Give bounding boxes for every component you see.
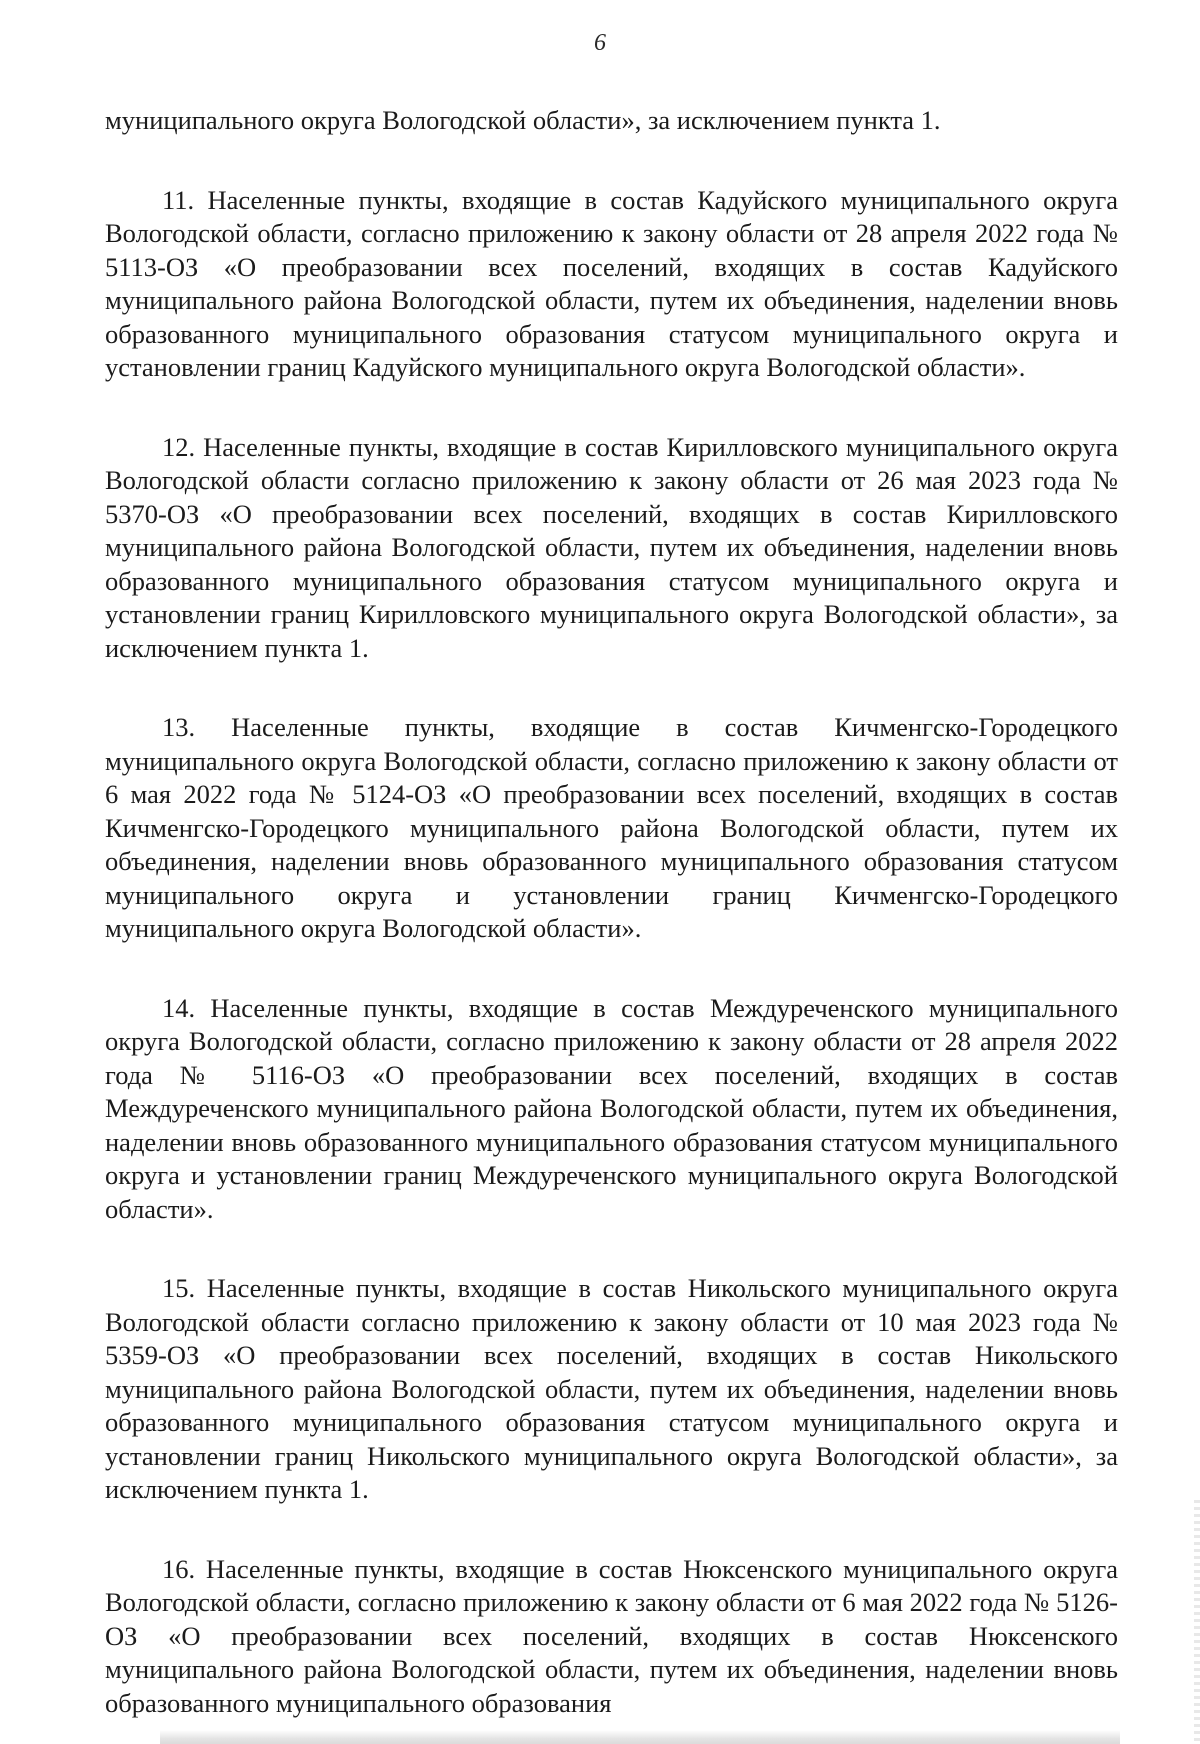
- item-13-paragraph: 13. Населенные пункты, входящие в состав Кичменгско-Городецкого муниципального округа Вологодской области, согласно приложению к закону области от 6 мая 2022 года № 5124-ОЗ «О преобразовании всех поселений, входящих в состав Кичменгско-Городецкого муниципального района Вологодской области, путем их объединения, наделении вновь образованного муниципального образования статусом муниципального округа и установлении границ Кичменгско-Городецкого муниципального округа Вологодской области».: [105, 712, 1118, 943]
- item-11-paragraph: 11. Населенные пункты, входящие в состав Кадуйского муниципального округа Вологодской области, согласно приложению к закону области от 28 апреля 2022 года № 5113-ОЗ «О преобразовании всех поселений, входящих в состав Кадуйского муниципального района Вологодской области, путем их объединения, наделении вновь образованного муниципального образования статусом муниципального округа и установлении границ Кадуйского муниципального округа Вологодской области».: [105, 184, 1118, 382]
- item-15-paragraph: 15. Населенные пункты, входящие в состав Никольского муниципального округа Вологодской области согласно приложению к закону области от 10 мая 2023 года № 5359-ОЗ «О преобразовании всех поселений, входящих в состав Никольского муниципального района Вологодской области, путем их объединения, наделении вновь образованного муниципального образования статусом муниципального округа и установлении границ Никольского муниципального округа Вологодской области», за исключением пункта 1.: [105, 1273, 1118, 1504]
- item-12-paragraph: 12. Населенные пункты, входящие в состав Кирилловского муниципального округа Вологодской области согласно приложению к закону области от 26 мая 2023 года № 5370-ОЗ «О преобразовании всех поселений, входящих в состав Кирилловского муниципального района Вологодской области, путем их объединения, наделении вновь образованного муниципального образования статусом муниципального округа и установлении границ Кирилловского муниципального округа Вологодской области», за исключением пункта 1.: [105, 431, 1118, 663]
- scan-edge-bottom: [160, 1730, 1120, 1744]
- scan-edge-right: [1194, 1500, 1200, 1744]
- item-14-paragraph: 14. Населенные пункты, входящие в состав Междуреченского муниципального округа Вологодской области, согласно приложению к закону области от 28 апреля 2022 года № 5116-ОЗ «О преобразовании всех поселений, входящих в состав Междуреченского муниципального района Вологодской области, путем их объединения, наделении вновь образованного муниципального образования статусом муниципального округа и установлении границ Междуреченского муниципального округа Вологодской области».: [105, 992, 1118, 1224]
- item-16-paragraph: 16. Населенные пункты, входящие в состав Нюксенского муниципального округа Вологодской области, согласно приложению к закону области от 6 мая 2022 года № 5126-ОЗ «О преобразовании всех поселений, входящих в состав Нюксенского муниципального района Вологодской области, путем их объединения, наделении вновь образованного муниципального образования: [105, 1553, 1118, 1718]
- document-body: [105, 104, 1118, 1720]
- lead-paragraph: муниципального округа Вологодской области», за исключением пункта 1.: [105, 105, 941, 135]
- page-number: 6: [594, 30, 606, 56]
